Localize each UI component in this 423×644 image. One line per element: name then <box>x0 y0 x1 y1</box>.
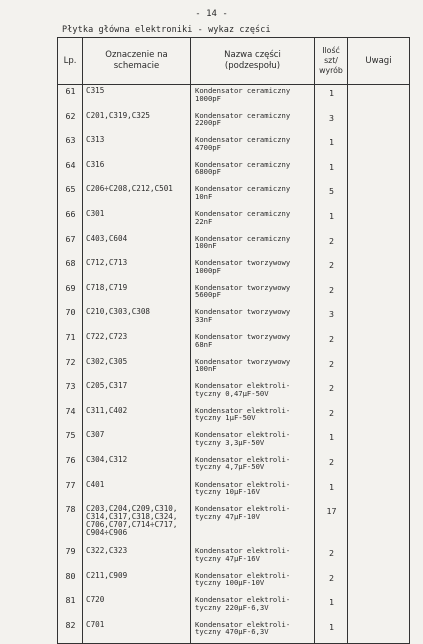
table-row <box>58 233 410 258</box>
part-name-cell: Kondensator ceramiczny 1000pF <box>191 85 315 110</box>
table-row <box>58 454 410 479</box>
table-row <box>58 110 410 135</box>
table-row <box>58 208 410 233</box>
quantity-cell: 1 <box>315 85 348 110</box>
quantity-cell: 2 <box>315 454 348 479</box>
notes-cell <box>348 208 410 233</box>
quantity-cell: 1 <box>315 208 348 233</box>
part-name-cell: Kondensator ceramiczny 10nF <box>191 183 315 208</box>
notes-cell <box>348 282 410 307</box>
notes-cell <box>348 429 410 454</box>
part-name-cell: Kondensator elektroli- tyczny 47µF-10V <box>191 503 315 545</box>
part-name-cell: Kondensator elektroli- tyczny 1µF-50V <box>191 405 315 430</box>
row-number: 80 <box>58 570 83 595</box>
designation-cell: C311,C402 <box>83 405 191 430</box>
table-row <box>58 282 410 307</box>
notes-cell <box>348 233 410 258</box>
row-number: 78 <box>58 503 83 545</box>
designation-cell: C301 <box>83 208 191 233</box>
table-row <box>58 405 410 430</box>
row-number: 82 <box>58 619 83 644</box>
designation-cell: C205,C317 <box>83 380 191 405</box>
column-header-notes: Uwagi <box>348 38 410 85</box>
row-number: 73 <box>58 380 83 405</box>
part-name-cell: Kondensator elektroli- tyczny 220µF-6,3V <box>191 594 315 619</box>
table-row <box>58 429 410 454</box>
designation-cell: C210,C303,C308 <box>83 306 191 331</box>
row-number: 75 <box>58 429 83 454</box>
part-name-cell: Kondensator ceramiczny 100nF <box>191 233 315 258</box>
row-number: 72 <box>58 356 83 381</box>
quantity-cell: 1 <box>315 619 348 644</box>
row-number: 68 <box>58 257 83 282</box>
row-number: 65 <box>58 183 83 208</box>
table-row <box>58 85 410 110</box>
designation-cell: C316 <box>83 159 191 184</box>
part-name-cell: Kondensator elektroli- tyczny 4,7µF-50V <box>191 454 315 479</box>
table-header <box>58 38 410 85</box>
notes-cell <box>348 159 410 184</box>
table-row <box>58 594 410 619</box>
quantity-cell: 1 <box>315 429 348 454</box>
row-number: 77 <box>58 479 83 504</box>
notes-cell <box>348 619 410 644</box>
part-name-cell: Kondensator elektroli- tyczny 100µF-10V <box>191 570 315 595</box>
table-row <box>58 159 410 184</box>
column-header-lp: Lp. <box>58 38 83 85</box>
designation-cell: C701 <box>83 619 191 644</box>
notes-cell <box>348 570 410 595</box>
part-name-cell: Kondensator elektroli- tyczny 3,3µF-50V <box>191 429 315 454</box>
quantity-cell: 1 <box>315 134 348 159</box>
parts-list-table <box>57 37 410 644</box>
table-row <box>58 545 410 570</box>
table-row <box>58 503 410 545</box>
quantity-cell: 2 <box>315 356 348 381</box>
row-number: 63 <box>58 134 83 159</box>
quantity-cell: 3 <box>315 110 348 135</box>
designation-cell: C307 <box>83 429 191 454</box>
row-number: 74 <box>58 405 83 430</box>
quantity-cell: 2 <box>315 545 348 570</box>
notes-cell <box>348 257 410 282</box>
table-row <box>58 356 410 381</box>
notes-cell <box>348 594 410 619</box>
designation-cell: C313 <box>83 134 191 159</box>
table-body <box>58 85 410 644</box>
table-row <box>58 134 410 159</box>
notes-cell <box>348 479 410 504</box>
row-number: 71 <box>58 331 83 356</box>
designation-cell: C201,C319,C325 <box>83 110 191 135</box>
quantity-cell: 17 <box>315 503 348 545</box>
table-row <box>58 619 410 644</box>
part-name-cell: Kondensator tworzywowy 33nF <box>191 306 315 331</box>
column-header-quantity: Ilość szt/ wyrób <box>315 38 348 85</box>
table-row <box>58 479 410 504</box>
designation-cell: C304,C312 <box>83 454 191 479</box>
table-row <box>58 306 410 331</box>
designation-cell: C401 <box>83 479 191 504</box>
page-number: - 14 - <box>195 9 228 19</box>
quantity-cell: 1 <box>315 479 348 504</box>
notes-cell <box>348 545 410 570</box>
column-header-name: Nazwa części (podzespołu) <box>191 38 315 85</box>
notes-cell <box>348 110 410 135</box>
quantity-cell: 2 <box>315 380 348 405</box>
quantity-cell: 1 <box>315 159 348 184</box>
part-name-cell: Kondensator tworzywowy 1000pF <box>191 257 315 282</box>
designation-cell: C211,C909 <box>83 570 191 595</box>
designation-cell: C720 <box>83 594 191 619</box>
designation-cell: C302,C305 <box>83 356 191 381</box>
row-number: 61 <box>58 85 83 110</box>
part-name-cell: Kondensator tworzywowy 100nF <box>191 356 315 381</box>
designation-cell: C206÷C208,C212,C501 <box>83 183 191 208</box>
document-title: Płytka główna elektroniki - wykaz części <box>62 25 271 35</box>
designation-cell: C718,C719 <box>83 282 191 307</box>
row-number: 79 <box>58 545 83 570</box>
designation-cell: C722,C723 <box>83 331 191 356</box>
table-row <box>58 257 410 282</box>
notes-cell <box>348 331 410 356</box>
quantity-cell: 2 <box>315 257 348 282</box>
row-number: 64 <box>58 159 83 184</box>
part-name-cell: Kondensator elektroli- tyczny 47µF-16V <box>191 545 315 570</box>
designation-cell: C322,C323 <box>83 545 191 570</box>
designation-cell: C203,C204,C209,C310, C314,C317,C318,C324, C706,C707,C714÷C717, C904÷C906 <box>83 503 191 545</box>
quantity-cell: 2 <box>315 282 348 307</box>
row-number: 81 <box>58 594 83 619</box>
part-name-cell: Kondensator elektroli- tyczny 470µF-6,3V <box>191 619 315 644</box>
part-name-cell: Kondensator ceramiczny 4700pF <box>191 134 315 159</box>
notes-cell <box>348 380 410 405</box>
notes-cell <box>348 134 410 159</box>
notes-cell <box>348 183 410 208</box>
designation-cell: C315 <box>83 85 191 110</box>
notes-cell <box>348 356 410 381</box>
part-name-cell: Kondensator ceramiczny 2200pF <box>191 110 315 135</box>
quantity-cell: 1 <box>315 594 348 619</box>
part-name-cell: Kondensator ceramiczny 6800pF <box>191 159 315 184</box>
part-name-cell: Kondensator elektroli- tyczny 10µF-16V <box>191 479 315 504</box>
quantity-cell: 3 <box>315 306 348 331</box>
row-number: 70 <box>58 306 83 331</box>
row-number: 67 <box>58 233 83 258</box>
table-row <box>58 331 410 356</box>
part-name-cell: Kondensator tworzywowy 68nF <box>191 331 315 356</box>
row-number: 69 <box>58 282 83 307</box>
quantity-cell: 2 <box>315 570 348 595</box>
row-number: 76 <box>58 454 83 479</box>
notes-cell <box>348 405 410 430</box>
notes-cell <box>348 85 410 110</box>
designation-cell: C403,C604 <box>83 233 191 258</box>
quantity-cell: 2 <box>315 405 348 430</box>
designation-cell: C712,C713 <box>83 257 191 282</box>
column-header-designation: Oznaczenie na schemacie <box>83 38 191 85</box>
quantity-cell: 2 <box>315 331 348 356</box>
row-number: 66 <box>58 208 83 233</box>
part-name-cell: Kondensator elektroli- tyczny 0,47µF-50V <box>191 380 315 405</box>
table-row <box>58 380 410 405</box>
row-number: 62 <box>58 110 83 135</box>
quantity-cell: 2 <box>315 233 348 258</box>
table-row <box>58 570 410 595</box>
table-row <box>58 183 410 208</box>
part-name-cell: Kondensator tworzywowy 5600pF <box>191 282 315 307</box>
notes-cell <box>348 503 410 545</box>
quantity-cell: 5 <box>315 183 348 208</box>
part-name-cell: Kondensator ceramiczny 22nF <box>191 208 315 233</box>
notes-cell <box>348 306 410 331</box>
notes-cell <box>348 454 410 479</box>
